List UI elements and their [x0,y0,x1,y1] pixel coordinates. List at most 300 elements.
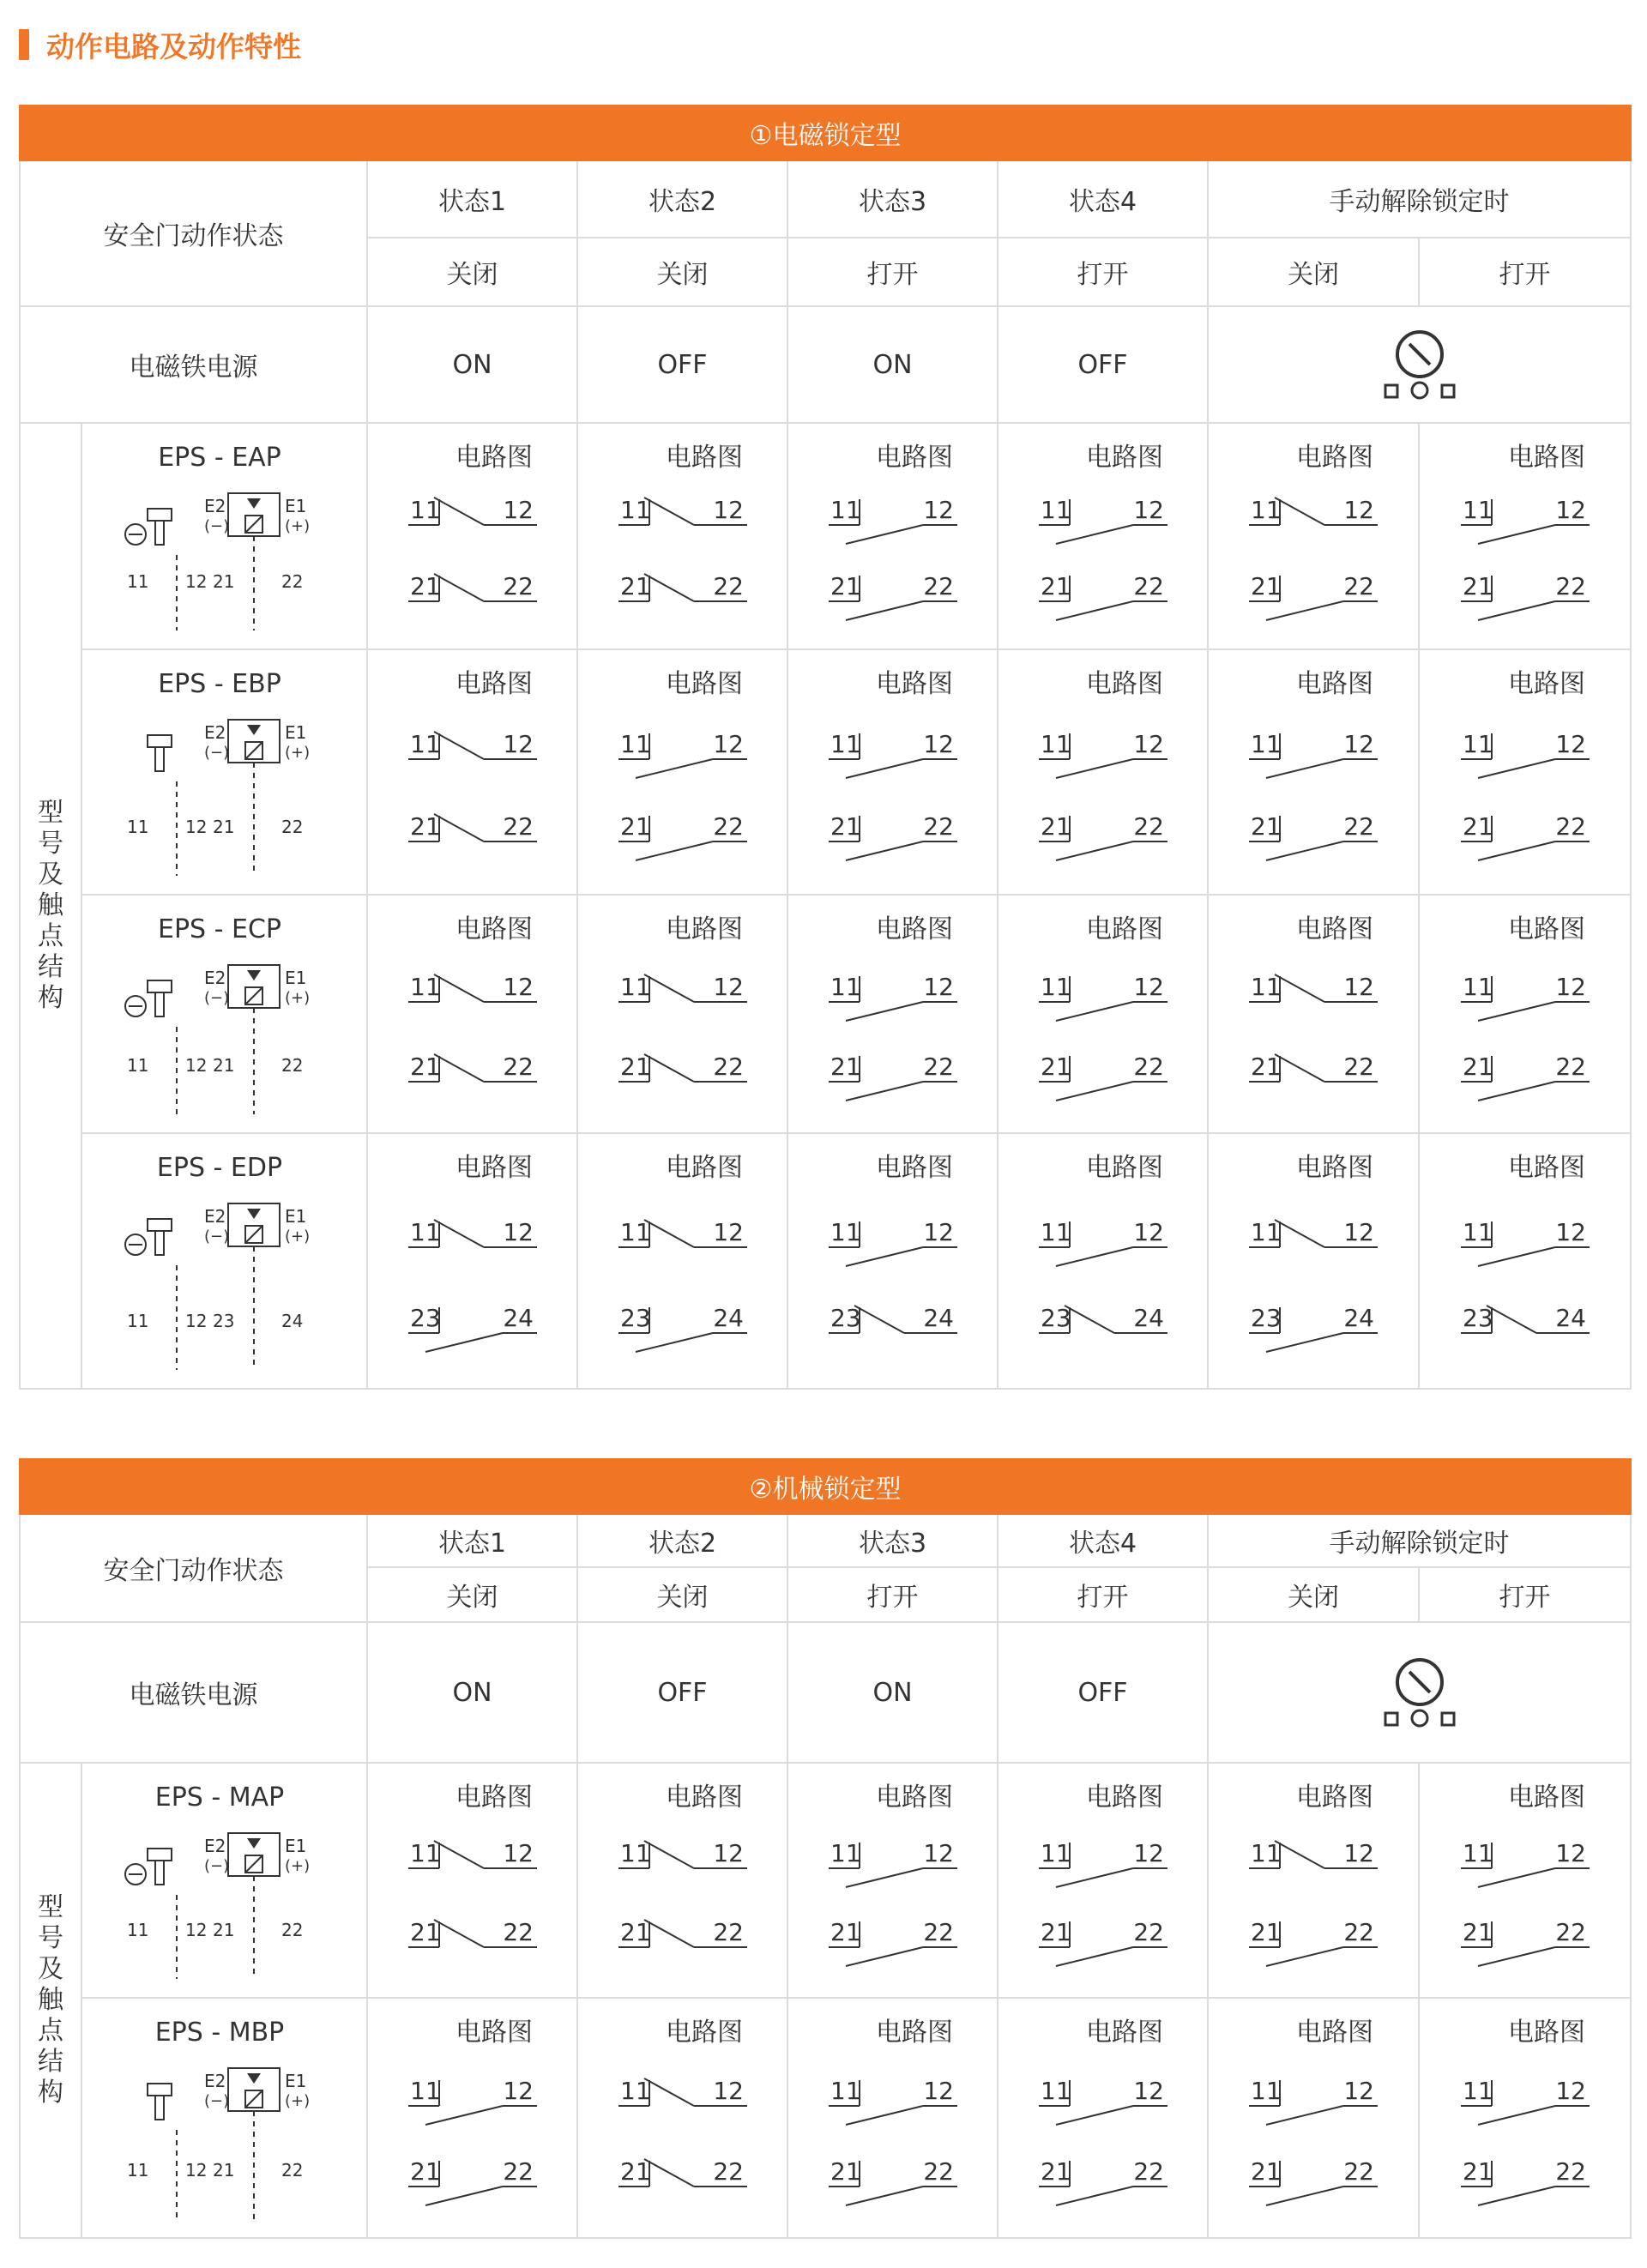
contact-label: 24 [1554,1304,1586,1332]
model-structure-cell [81,895,367,1133]
circuit-diagram-cell [787,423,998,649]
structure-contact-label: 22 [281,1055,304,1076]
door-state-value: 打开 [998,1567,1208,1622]
contact-label: 22 [922,1918,954,1946]
contact-label: 23 [1251,1304,1282,1332]
circuit-title: 电路图 [875,1153,953,1183]
contact-label: 21 [409,2157,441,2186]
minus-label: (−) [204,517,230,535]
diode-icon [247,725,261,735]
contact-label: 12 [1343,2077,1374,2105]
contact-label: 11 [830,496,861,524]
circuit-diagram [1215,896,1412,1131]
e2-label: E2 [204,2071,226,2091]
contact-open-blade [846,841,923,860]
contact-label: 12 [1132,730,1164,758]
contact-label: 22 [1554,1053,1586,1081]
circuit-diagram [374,425,571,648]
contact-closed-blade [644,2078,694,2106]
contact-label: 21 [1251,1918,1282,1946]
contact-label: 22 [712,1053,744,1081]
contact-label: 12 [922,1839,954,1867]
circuit-title: 电路图 [665,1153,743,1183]
contact-label: 11 [619,973,651,1001]
contact-label: 12 [502,1839,534,1867]
contact-label: 11 [1251,1839,1282,1867]
contact-label: 22 [922,2157,954,2186]
contact-label: 11 [619,2077,651,2105]
manual-release-header: 手动解除锁定时 [1208,160,1631,238]
circuit-diagram-cell [1208,649,1419,895]
door-state-value: 关闭 [367,1567,577,1622]
contact-label: 11 [619,1839,651,1867]
table-header: ①电磁锁定型 [20,106,1631,160]
contact-label: 22 [502,572,534,600]
contact-label: 22 [1132,2157,1164,2186]
contact-open-blade [1266,601,1343,620]
contact-label: 21 [830,1918,861,1946]
circuit-diagram [1004,1135,1202,1387]
diode-icon [247,970,261,980]
contact-open-blade [636,1333,713,1352]
power-value: ON [787,306,998,423]
contact-closed-blade [1275,498,1324,525]
circuit-title: 电路图 [455,443,533,473]
contact-closed-blade [644,2159,694,2187]
contact-label: 21 [619,1053,651,1081]
contact-label: 11 [1462,496,1493,524]
contact-label: 22 [922,1053,954,1081]
contact-label: 23 [830,1304,861,1332]
power-value: ON [787,1622,998,1763]
e2-label: E2 [204,968,226,988]
model-structure-diagram [82,651,357,893]
circuit-diagram [1215,425,1412,648]
structure-contact-label: 11 [127,2160,149,2181]
contact-label: 22 [1343,572,1374,600]
model-structure-diagram [82,1764,357,1996]
side-label-cell [20,1763,81,2238]
structure-contact-label: 21 [213,1920,235,1940]
contact-closed-blade [434,1220,484,1247]
power-value: OFF [998,1622,1208,1763]
contact-label: 11 [1251,1218,1282,1246]
contact-label: 21 [619,572,651,600]
contact-closed-blade [644,1841,694,1868]
contact-label: 22 [712,572,744,600]
contact-open-blade [425,1333,503,1352]
contact-open-blade [1266,841,1343,860]
door-state-value: 关闭 [577,1567,787,1622]
circuit-diagram [794,651,992,893]
diode-icon [247,498,261,509]
model-structure-diagram [82,896,357,1131]
contact-label: 11 [409,496,441,524]
structure-contact-label: 23 [213,1311,235,1331]
structure-contact-label: 12 [185,817,208,837]
contact-open-blade [1266,1947,1343,1966]
contact-closed-blade [1275,1841,1324,1868]
contact-open-blade [846,1002,923,1021]
circuit-diagram-cell [577,649,787,895]
plus-label: (+) [285,517,311,535]
power-label: 电磁铁电源 [20,1622,367,1763]
contact-label: 12 [922,2077,954,2105]
circuit-diagram [794,425,992,648]
circuit-title: 电路图 [1507,1782,1585,1813]
contact-label: 11 [1040,973,1071,1001]
circuit-title: 电路图 [665,914,743,944]
contact-open-blade [1266,759,1343,778]
circuit-title: 电路图 [1085,669,1163,699]
manual-release-icon [1409,1672,1430,1692]
circuit-diagram [1004,425,1202,648]
contact-closed-blade [644,974,694,1002]
circuit-diagram [1427,651,1624,893]
contact-closed-blade [644,498,694,525]
circuit-diagram [1215,2000,1412,2236]
circuit-diagram [1004,896,1202,1131]
circuit-diagram [1215,1135,1412,1387]
contact-label: 22 [1132,572,1164,600]
circuit-diagram [1427,2000,1624,2236]
contact-label: 21 [619,812,651,841]
model-structure-cell [81,1998,367,2238]
contact-closed-blade [1275,974,1324,1002]
contact-label: 23 [1040,1304,1071,1332]
contact-open-blade [846,1082,923,1101]
contact-label: 22 [922,572,954,600]
contact-label: 12 [922,496,954,524]
circuit-diagram-cell [1419,423,1631,649]
circuit-diagram [584,896,781,1131]
door-state-value: 打开 [787,1567,998,1622]
circuit-diagram-cell [577,895,787,1133]
contact-open-blade [1056,2106,1133,2125]
contact-label: 21 [830,1053,861,1081]
structure-contact-label: 12 [185,1311,208,1331]
contact-open-blade [1056,841,1133,860]
contact-label: 22 [1343,812,1374,841]
contact-label: 22 [1554,812,1586,841]
contact-closed-blade [434,814,484,841]
contact-label: 12 [502,2077,534,2105]
structure-contact-label: 21 [213,817,235,837]
contact-open-blade [1056,1868,1133,1887]
circuit-diagram-cell [1419,895,1631,1133]
contact-open-blade [1266,2187,1343,2205]
contact-label: 12 [712,496,744,524]
circuit-diagram-cell [1208,1133,1419,1389]
contact-label: 22 [1132,812,1164,841]
state-header: 状态3 [787,1514,998,1567]
contact-label: 12 [1554,2077,1586,2105]
contact-closed-blade [644,1220,694,1247]
contact-open-blade [636,841,713,860]
contact-label: 21 [1462,1053,1493,1081]
contact-label: 11 [1462,730,1493,758]
door-state-value: 打开 [1419,1567,1631,1622]
contact-open-blade [1478,2187,1555,2205]
circuit-diagram-cell [367,1998,577,2238]
circuit-diagram [1427,896,1624,1131]
contact-open-blade [1478,841,1555,860]
power-value: OFF [998,306,1208,423]
circuit-title: 电路图 [875,443,953,473]
gear-icon [1412,383,1427,398]
contact-label: 12 [1554,1218,1586,1246]
contact-label: 22 [712,2157,744,2186]
structure-contact-label: 22 [281,817,304,837]
side-label: 型号及触点结构 [38,798,63,1013]
contact-label: 22 [712,812,744,841]
circuit-diagram [1427,1135,1624,1387]
contact-closed-blade [434,974,484,1002]
contact-label: 21 [1040,812,1071,841]
contact-label: 24 [502,1304,534,1332]
circuit-title: 电路图 [1085,1782,1163,1813]
contact-label: 11 [830,973,861,1001]
plus-label: (+) [285,989,311,1007]
key-actuator-icon [148,735,172,747]
contact-label: 12 [1132,496,1164,524]
contact-label: 12 [1554,973,1586,1001]
key-actuator-icon [148,509,172,521]
manual-release-icon [1368,1650,1471,1735]
contact-label: 12 [712,973,744,1001]
contact-label: 21 [619,2157,651,2186]
structure-contact-label: 12 [185,1920,208,1940]
contact-label: 22 [1343,1053,1374,1081]
contact-label: 21 [1251,812,1282,841]
structure-contact-label: 12 [185,1055,208,1076]
model-structure-diagram [82,2000,357,2236]
circuit-title: 电路图 [1085,1153,1163,1183]
contact-open-blade [846,1247,923,1266]
structure-contact-label: 22 [281,571,304,592]
contact-open-blade [846,1868,923,1887]
contact-label: 24 [712,1304,744,1332]
contact-label: 11 [409,1218,441,1246]
door-state-label: 安全门动作状态 [20,1514,367,1622]
manual-release-header: 手动解除锁定时 [1208,1514,1631,1567]
contact-label: 22 [922,812,954,841]
manual-release-icon [1409,344,1430,365]
contact-label: 22 [1554,572,1586,600]
contact-label: 11 [1040,1839,1071,1867]
contact-open-blade [425,2106,503,2125]
contact-open-blade [846,1947,923,1966]
contact-open-blade [1056,525,1133,544]
diode-icon [247,1209,261,1219]
contact-label: 21 [1462,2157,1493,2186]
plus-label: (+) [285,744,311,762]
contact-open-blade [846,525,923,544]
circuit-diagram [794,1135,992,1387]
key-actuator-icon [148,1849,172,1861]
contact-open-blade [846,601,923,620]
circuit-diagram-cell [1208,1763,1419,1998]
structure-contact-label: 21 [213,2160,235,2181]
circuit-diagram-cell [1208,1998,1419,2238]
contact-label: 11 [409,1839,441,1867]
contact-label: 12 [922,730,954,758]
circuit-diagram-cell [1419,1763,1631,1998]
contact-label: 12 [1343,973,1374,1001]
contact-label: 11 [830,730,861,758]
structure-contact-label: 21 [213,571,235,592]
circuit-diagram [584,651,781,893]
lock-open-icon [1442,1713,1454,1725]
circuit-diagram-cell [998,1763,1208,1998]
circuit-diagram-cell [367,1133,577,1389]
e1-label: E1 [285,1206,307,1227]
contact-label: 22 [712,1918,744,1946]
circuit-title: 电路图 [455,1782,533,1813]
contact-label: 12 [712,1839,744,1867]
state-header: 状态4 [998,160,1208,238]
contact-label: 22 [502,1053,534,1081]
contact-label: 22 [1343,1918,1374,1946]
contact-label: 12 [502,730,534,758]
state-header: 状态2 [577,1514,787,1567]
contact-closed-blade [434,1841,484,1868]
lock-closed-icon [1385,385,1397,397]
circuit-title: 电路图 [665,669,743,699]
contact-label: 12 [502,1218,534,1246]
e2-label: E2 [204,1206,226,1227]
circuit-diagram-cell [1208,423,1419,649]
lock-closed-icon [1385,1713,1397,1725]
contact-label: 11 [619,1218,651,1246]
contact-open-blade [1478,1002,1555,1021]
circuit-diagram-cell [367,895,577,1133]
state-header: 状态1 [367,1514,577,1567]
contact-closed-blade [644,1920,694,1947]
minus-label: (−) [204,744,230,762]
circuit-title: 电路图 [875,2018,953,2048]
plus-label: (+) [285,1857,311,1875]
contact-label: 11 [409,730,441,758]
model-structure-diagram [82,425,357,648]
contact-closed-blade [434,732,484,759]
contact-closed-blade [434,1054,484,1082]
key-actuator-icon [155,747,164,771]
contact-label: 11 [1040,1218,1071,1246]
circuit-diagram [794,2000,992,2236]
circuit-diagram-cell [577,1763,787,1998]
minus-label: (−) [204,989,230,1007]
contact-open-blade [846,759,923,778]
contact-label: 21 [619,1918,651,1946]
door-state-value: 打开 [1419,238,1631,306]
circuit-title: 电路图 [1296,669,1373,699]
contact-label: 11 [409,973,441,1001]
e2-label: E2 [204,722,226,743]
circuit-title: 电路图 [1507,2018,1585,2048]
contact-label: 22 [502,1918,534,1946]
contact-open-blade [1478,2106,1555,2125]
circuit-title: 电路图 [1085,914,1163,944]
contact-label: 23 [409,1304,441,1332]
contact-label: 11 [1251,730,1282,758]
minus-label: (−) [204,1857,230,1875]
contact-label: 11 [1251,973,1282,1001]
contact-open-blade [1056,1947,1133,1966]
contact-open-blade [425,2187,503,2205]
lock-open-icon [1442,385,1454,397]
contact-open-blade [1056,1247,1133,1266]
structure-contact-label: 11 [127,1055,149,1076]
contact-label: 11 [830,1839,861,1867]
coil-icon [245,516,262,533]
contact-label: 12 [1343,730,1374,758]
contact-label: 21 [1040,572,1071,600]
circuit-diagram-cell [367,649,577,895]
circuit-diagram [1427,1764,1624,1996]
circuit-diagram [1004,2000,1202,2236]
circuit-title: 电路图 [1296,443,1373,473]
contact-label: 12 [1132,973,1164,1001]
model-name: EPS - MBP [154,2018,285,2048]
model-name: EPS - EDP [156,1153,283,1183]
contact-label: 21 [409,812,441,841]
coil-icon [245,1855,262,1873]
contact-label: 21 [409,1053,441,1081]
plus-label: (+) [285,2092,311,2110]
contact-closed-blade [434,1920,484,1947]
contact-label: 11 [1040,496,1071,524]
power-value: ON [367,1622,577,1763]
contact-label: 12 [1132,1218,1164,1246]
contact-label: 12 [712,1218,744,1246]
contact-open-blade [1056,759,1133,778]
contact-label: 21 [409,1918,441,1946]
power-value: OFF [577,1622,787,1763]
door-state-value: 关闭 [367,238,577,306]
structure-contact-label: 11 [127,817,149,837]
plus-label: (+) [285,1227,311,1246]
gear-icon [1412,1710,1427,1726]
contact-label: 12 [1343,1218,1374,1246]
section-title-text: 动作电路及动作特性 [46,29,301,63]
contact-open-blade [846,2106,923,2125]
contact-closed-blade [644,1054,694,1082]
contact-label: 12 [1554,496,1586,524]
circuit-diagram-cell [998,895,1208,1133]
circuit-diagram [794,896,992,1131]
key-actuator-icon [148,2084,172,2096]
circuit-diagram [794,1764,992,1996]
circuit-title: 电路图 [1296,1153,1373,1183]
e1-label: E1 [285,2071,307,2091]
table-electromagnetic-lock [19,105,1632,1390]
contact-closed-blade [644,574,694,601]
door-state-value: 关闭 [1208,238,1419,306]
contact-label: 21 [1040,1053,1071,1081]
model-structure-cell [81,423,367,649]
side-label-cell [20,423,81,1389]
manual-release-icon-cell [1208,1622,1631,1763]
model-structure-diagram [82,1135,357,1387]
contact-label: 11 [1462,1839,1493,1867]
circuit-title: 电路图 [1507,914,1585,944]
diode-icon [247,2073,261,2084]
contact-label: 24 [1343,1304,1374,1332]
contact-label: 11 [1462,973,1493,1001]
circuit-title: 电路图 [665,1782,743,1813]
contact-label: 21 [1462,572,1493,600]
